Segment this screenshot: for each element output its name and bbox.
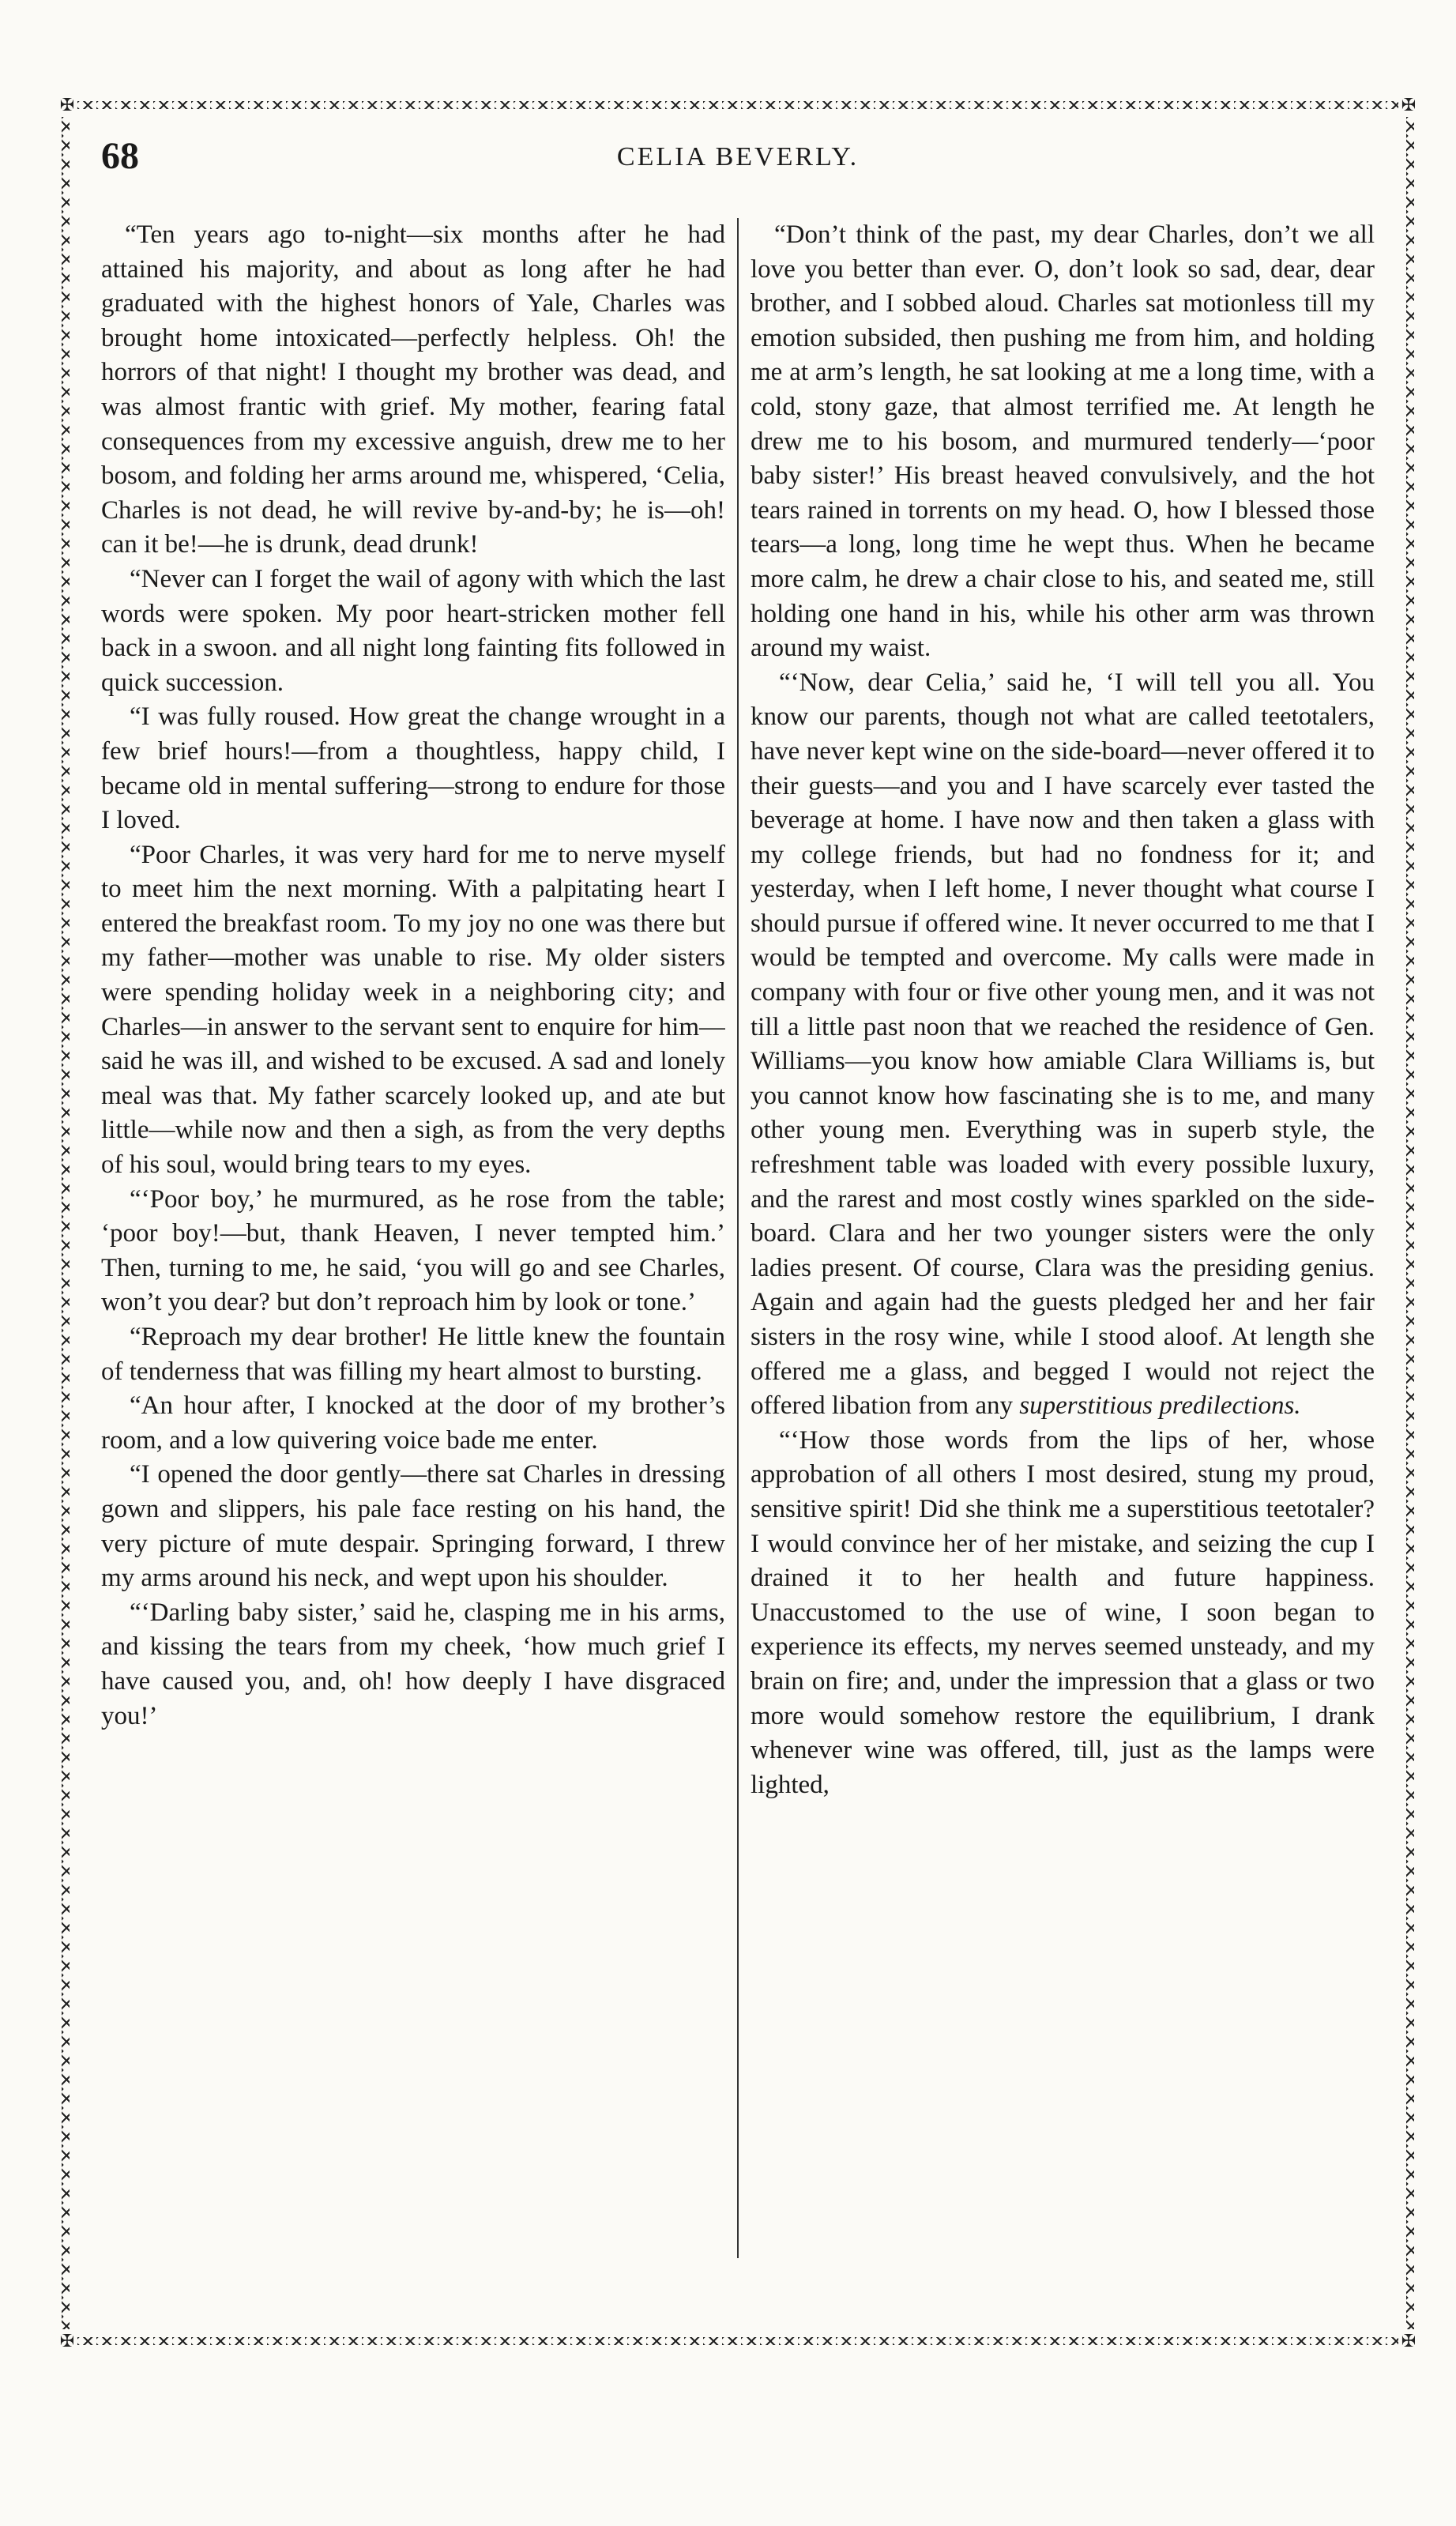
ornamental-border-left bbox=[62, 117, 70, 2329]
paragraph: “‘Poor boy,’ he murmured, as he rose from the table; ‘poor boy!—but, thank Heaven, I never tempted him.’ Then, turning to me, he said, ‘you will go and see Charles, won’t you dear? but don’t reproach him by look or tone.’ bbox=[101, 1184, 725, 1317]
italic-phrase: superstitious predilections. bbox=[1019, 1391, 1301, 1421]
paragraph: “‘Darling baby sister,’ said he, clasping me in his arms, and kissing the tears from my cheek, ‘how much grief I have caused you, and, oh! how deeply I have disgraced you!’ bbox=[101, 1598, 725, 1730]
ornamental-border-bottom bbox=[77, 2337, 1398, 2345]
paragraph-text: “‘Now, dear Celia,’ said he, ‘I will tell you all. You know our parents, though not what are called teetotalers, have never kept wine on the side-board—never offered it to their guests—and you and I have scarcely ever tasted the beverage at home. I have now and then taken a glass with my college friends, but had no fondness for it; and yesterday, when I left home, I never thought what course I should pursue if offered wine. It never occurred to me that I would be tempted and overcome. My calls were made in company with four or five other young men, and it was not till a little past noon that we reached the residence of Gen. Williams—you know how amiable Clara Williams is, but you cannot know how fascinating she is to me, and many other young men. Everything was in superb style, the refreshment table was loaded with every possible luxury, and the rarest and most costly wines sparkled on the side-board. Clara and her two younger sisters were the only ladies present. Of course, Clara was the presiding genius. Again and again had the guests pledged her and her fair sisters in the rosy wine, while I stood aloof. At length she offered me a glass, and begged I would not reject the offered libation from any bbox=[751, 668, 1375, 1421]
paragraph: “‘How those words from the lips of her, whose approbation of all others I most desired, stung my proud, sensitive spirit! Did she think me a superstitious teetotaler? I would convince her of her mistake, and seizing the cup I drained it to her health and future happiness. Unaccustomed to the use of wine, I soon began to experience its effects, my nerves seemed unsteady, and my brain on fire; and, under the impression that a glass or two more would somehow restore the equilibrium, I drank whenever wine was offered, till, just as the lamps were lighted, bbox=[751, 1425, 1375, 1799]
page-frame bbox=[59, 95, 1416, 2351]
paragraph: “An hour after, I knocked at the door of my brother’s room, and a low quivering voice bade me enter. bbox=[101, 1391, 725, 1455]
corner-ornament-icon: ✠ bbox=[1401, 2331, 1416, 2351]
left-column bbox=[101, 218, 725, 2258]
right-column bbox=[751, 218, 1375, 2258]
ornamental-border-top bbox=[77, 101, 1398, 109]
paragraph: “Ten years ago to-night—six months after he had attained his majority, and about as long after he had graduated with the highest honors of Yale, Charles was brought home intoxicated—perfectly helpless. Oh! the horrors of that night! I thought my brother was dead, and was almost frantic with grief. My mother, fearing fatal consequences from my excessive anguish, drew me to her bosom, and folding her arms around me, whispered, ‘Celia, Charles is not dead, he will revive by-and-by; he is—oh! can it be!—he is drunk, dead drunk! bbox=[101, 220, 725, 559]
paragraph: “Poor Charles, it was very hard for me to nerve myself to meet him the next morning. With a palpitating heart I entered the breakfast room. To my joy no one was there but my father—mother was unable to rise. My older sisters were spending holiday week in a neighboring city; and Charles—in answer to the servant sent to enquire for him—said he was ill, and wished to be excused. A sad and lonely meal was that. My father scarcely looked up, and ate but little—while now and then a sigh, as from the very depths of his soul, would bring tears to my eyes. bbox=[101, 840, 725, 1180]
paragraph: “Never can I forget the wail of agony with which the last words were spoken. My poor heart-stricken mother fell back in a swoon. and all night long fainting fits followed in quick succession. bbox=[101, 564, 725, 697]
page-number: 68 bbox=[101, 135, 139, 177]
corner-ornament-icon: ✠ bbox=[59, 2331, 75, 2351]
running-title: CELIA BEVERLY. bbox=[616, 142, 860, 171]
paragraph: “Don’t think of the past, my dear Charles, don’t we all love you better than ever. O, don’t look so sad, dear, dear brother, and I sobbed aloud. Charles sat motionless till my emotion subsided, then pushing me from him, and holding me at arm’s length, he sat looking at me a long time, with a cold, stony gaze, that almost terrified me. At length he drew me to his bosom, and murmured tenderly—‘poor baby sister!’ His breast heaved convulsively, and the hot tears rained in torrents on my head. O, how I blessed those tears—a long, long time he wept thus. When he became more calm, he drew a chair close to his, and seated me, still holding one hand in his, while his other arm was thrown around my waist. bbox=[751, 220, 1375, 663]
column-divider bbox=[737, 218, 739, 2258]
paragraph: “I was fully roused. How great the change wrought in a few brief hours!—from a thoughtless, happy child, I became old in mental suffering—strong to endure for those I loved. bbox=[101, 702, 725, 835]
paragraph: “I opened the door gently—there sat Charles in dressing gown and slippers, his pale face resting on his hand, the very picture of mute despair. Springing forward, I threw my arms around his neck, and wept upon his shoulder. bbox=[101, 1460, 725, 1593]
page-header bbox=[101, 134, 1375, 190]
paragraph: “Reproach my dear brother! He little knew the fountain of tenderness that was filling my heart almost to bursting. bbox=[101, 1323, 725, 1386]
corner-ornament-icon: ✠ bbox=[59, 95, 75, 115]
corner-ornament-icon: ✠ bbox=[1401, 95, 1416, 115]
ornamental-border-right bbox=[1406, 117, 1414, 2329]
paragraph bbox=[751, 666, 1375, 1424]
text-columns bbox=[101, 218, 1375, 2258]
